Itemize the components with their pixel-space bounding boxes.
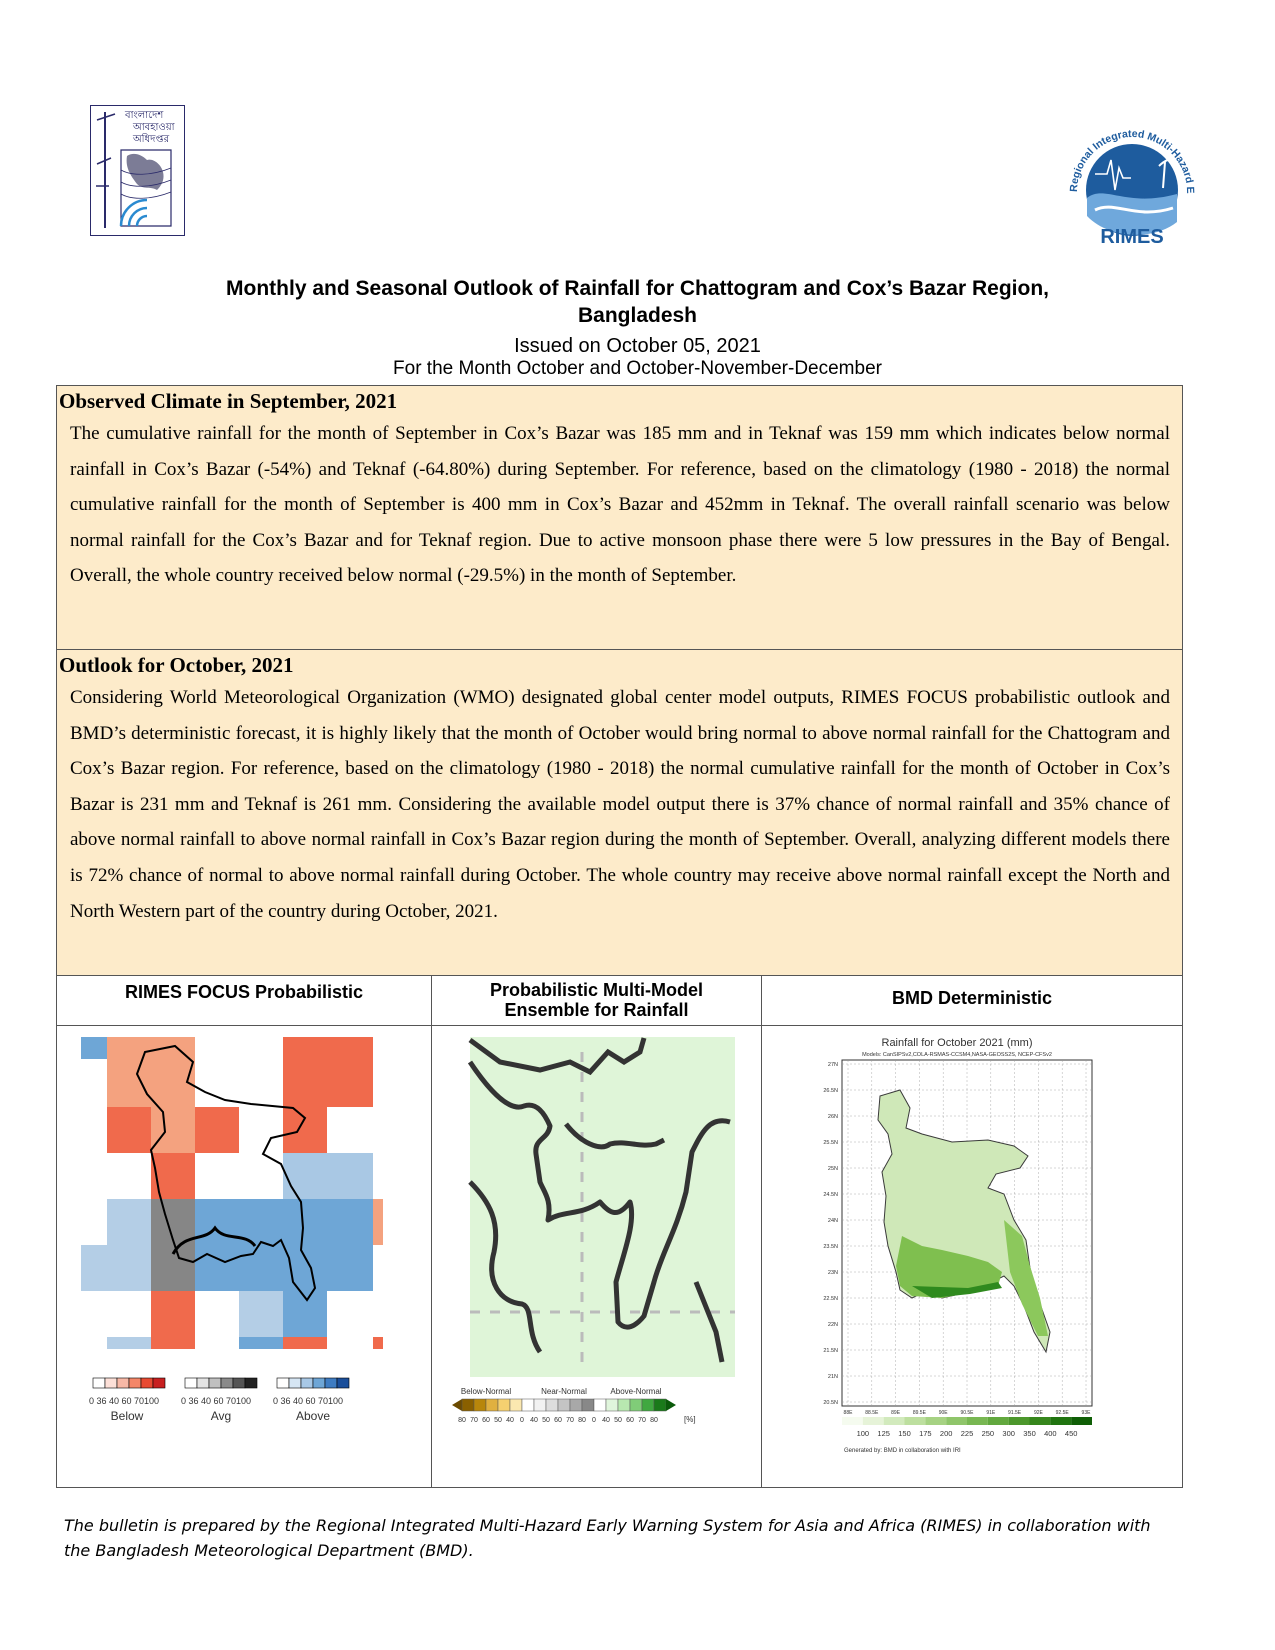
bmd-scale-label: 175 — [919, 1429, 932, 1438]
bmd-scale-swatch — [1009, 1417, 1030, 1425]
observed-heading: Observed Climate in September, 2021 — [59, 389, 398, 413]
bmd-logo — [90, 105, 185, 236]
bulletin-footnote: The bulletin is prepared by the Regional Integrated Multi-Hazard Early Warning System for Asia and Africa (RIMES) in collaboration with the Bangladesh Meteorological Department (BMD). — [64, 1516, 1151, 1560]
observed-text: The cumulative rainfall for the month of September in Cox’s Bazar was 185 mm and in Teknaf was 159 mm which indicates below normal rainfall in Cox’s Bazar (-54%) and Teknaf (-64.80%) during September. For reference, based on the climatology (1980 - 2018) the normal cumulative rainfall for the month of September is 400 mm in Cox’s Bazar and 452mm in Teknaf. The overall rainfall scenario was below normal rainfall for the Cox’s Bazar and for Teknaf region. Due to active monsoon phase there were 5 low pressures in the Bay of Bengal. Overall, the whole country received below normal (-29.5%) in the month of September. — [70, 423, 1170, 587]
bmd-scale-label: 350 — [1023, 1429, 1036, 1438]
bmd-scale-label: 250 — [981, 1429, 995, 1438]
bmd-lon-label: 92.5E — [1055, 1410, 1069, 1416]
mme-legend-tick: 60 — [554, 1417, 562, 1424]
bmd-scale-swatch — [925, 1417, 946, 1425]
mme-column-title — [432, 976, 761, 1026]
focus-grid-cells — [81, 1037, 383, 1349]
bmd-lat-label: 25N — [827, 1166, 838, 1172]
bmd-scale-swatch — [988, 1417, 1009, 1425]
bmd-scale-label: 150 — [898, 1429, 911, 1438]
rimes-name: RIMES — [1100, 226, 1164, 248]
bmd-lat-label: 24.5N — [823, 1192, 838, 1198]
bmd-logo-line2: আবহাওয়া — [133, 122, 175, 133]
mme-legend-tick: 40 — [602, 1417, 610, 1424]
bmd-lon-labels — [844, 1410, 1092, 1416]
bmd-lat-label: 20.5N — [823, 1400, 838, 1406]
bmd-deterministic-map — [792, 1036, 1142, 1476]
rimes-ring-text: Regional Integrated Multi-Hazard E — [1067, 127, 1197, 194]
mme-title-line-1: Probabilistic Multi-Model — [489, 980, 703, 1000]
bmd-map-models: Models: CanSIPSv2,COLA-RSMAS-CCSM4,NASA-GEOSS2S, NCEP-CFSv2 — [862, 1052, 1052, 1058]
bmd-column-title: BMD Deterministic — [762, 976, 1182, 1026]
bmd-lat-label: 21N — [827, 1374, 838, 1380]
bmd-lat-label: 23N — [827, 1270, 838, 1276]
bmd-lat-label: 22.5N — [823, 1296, 838, 1302]
bmd-scale-label: 400 — [1044, 1429, 1057, 1438]
focus-column-title: RIMES FOCUS Probabilistic — [57, 976, 431, 1026]
bmd-scale-swatch — [967, 1417, 988, 1425]
mme-legend-tick: 40 — [530, 1417, 538, 1424]
bmd-lon-label: 89E — [891, 1410, 901, 1416]
bmd-logo-line1: বাংলাদেশ — [125, 110, 164, 121]
bmd-column — [762, 976, 1182, 1487]
bmd-lat-label: 21.5N — [823, 1348, 838, 1354]
forecast-period: For the Month October and October-November-December — [393, 358, 882, 379]
bmd-lon-label: 93E — [1081, 1410, 1091, 1416]
bmd-scale-label: 225 — [960, 1429, 974, 1438]
bmd-scale-label: 100 — [856, 1429, 870, 1438]
focus-legend-above: Above — [295, 1409, 331, 1423]
bmd-scale-swatch — [884, 1417, 905, 1425]
bmd-lon-label: 90E — [938, 1410, 948, 1416]
focus-legend-ticks-avg: 0 36 40 60 70100 — [181, 1396, 252, 1406]
issued-date: Issued on October 05, 2021 — [514, 335, 761, 357]
mme-title-line-2: Ensemble for Rainfall — [504, 1000, 689, 1020]
bmd-lat-label: 26N — [827, 1114, 838, 1120]
focus-legend-ticks-above: 0 36 40 60 70100 — [273, 1396, 344, 1406]
bmd-lat-label: 22N — [827, 1322, 838, 1328]
bmd-scale-swatch — [842, 1417, 863, 1425]
outlook-text: Considering World Meteorological Organization (WMO) designated global center model outputs, RIMES FOCUS probabilistic outlook and BMD’s deterministic forecast, it is highly likely that the month of October would bring normal to above normal rainfall for the Chattogram and Cox’s Bazar region. For reference, based on the climatology (1980 - 2018) the normal cumulative rainfall for the month of October in Cox’s Bazar is 231 mm and Teknaf is 261 mm. Considering the available model output there is 37% chance of normal rainfall and 35% chance of above normal rainfall to above normal rainfall in Cox’s Bazar region during the month of September. Overall, analyzing different models there is 72% chance of normal to above normal rainfall during October. The whole country may receive above normal rainfall except the North and North Western part of the country during October, 2021. — [70, 687, 1170, 922]
focus-probabilistic-map — [75, 1032, 415, 1482]
outlook-section — [56, 649, 1183, 976]
mme-legend-tick: 0 — [520, 1417, 524, 1424]
mme-legend-tick: 60 — [626, 1417, 634, 1424]
bmd-lon-label: 88E — [843, 1410, 853, 1416]
rimes-logo-graphic — [1055, 112, 1210, 250]
bmd-lon-label: 88.5E — [865, 1410, 879, 1416]
bmd-scale-swatch — [1050, 1417, 1071, 1425]
bmd-lon-label: 91.5E — [1008, 1410, 1022, 1416]
bmd-scale-swatch — [863, 1417, 884, 1425]
bmd-lat-label: 27N — [827, 1062, 838, 1068]
mme-legend-tick: 70 — [638, 1417, 646, 1424]
mme-legend-tick: 50 — [614, 1417, 622, 1424]
bmd-scale-swatch — [1030, 1417, 1051, 1425]
bulletin-title — [60, 275, 1215, 329]
mme-legend-tick: 80 — [578, 1417, 586, 1424]
bmd-lat-label: 26.5N — [823, 1088, 838, 1094]
mme-legend-tick: 80 — [458, 1417, 466, 1424]
bmd-lon-label: 89.5E — [912, 1410, 926, 1416]
bmd-logo-graphic — [91, 106, 184, 235]
focus-legend — [89, 1378, 349, 1423]
mme-legend — [452, 1387, 696, 1424]
mme-legend-tick: 50 — [542, 1417, 550, 1424]
title-line-1: Monthly and Seasonal Outlook of Rainfall for Chattogram and Cox’s Bazar Region, — [226, 277, 1049, 300]
mme-legend-unit: [%] — [684, 1415, 696, 1424]
focus-column — [57, 976, 432, 1487]
focus-legend-avg: Avg — [210, 1409, 232, 1423]
focus-legend-below: Below — [110, 1409, 144, 1423]
focus-legend-ticks-below: 0 36 40 60 70100 — [89, 1396, 160, 1406]
bmd-lat-label: 25.5N — [823, 1140, 838, 1146]
bmd-logo-line3: অধিদপ্তর — [133, 134, 170, 145]
bmd-map-credit: Generated by: BMD in collaboration with IRI — [844, 1448, 961, 1454]
mme-legend-below-normal: Below-Normal — [460, 1387, 512, 1396]
bmd-lon-label: 92E — [1033, 1410, 1043, 1416]
bmd-scale-swatch — [1071, 1417, 1092, 1425]
bmd-map-title: Rainfall for October 2021 (mm) — [881, 1037, 1033, 1049]
bmd-lat-labels — [823, 1062, 838, 1406]
mme-legend-tick: 0 — [592, 1417, 596, 1424]
outlook-heading: Outlook for October, 2021 — [59, 653, 294, 677]
bmd-scale-label: 200 — [939, 1429, 953, 1438]
bmd-lon-label: 91E — [986, 1410, 996, 1416]
mme-legend-tick: 80 — [650, 1417, 658, 1424]
bmd-scale-swatch — [946, 1417, 967, 1425]
mme-legend-tick: 40 — [506, 1417, 514, 1424]
mme-legend-tick: 50 — [494, 1417, 502, 1424]
bmd-lat-label: 24N — [827, 1218, 838, 1224]
bmd-scale-label: 450 — [1064, 1429, 1078, 1438]
bmd-scale-label: 125 — [877, 1429, 890, 1438]
mme-legend-ticks — [458, 1417, 658, 1424]
bmd-color-scale — [842, 1417, 1092, 1438]
observed-climate-section — [56, 385, 1183, 650]
mme-legend-tick: 70 — [566, 1417, 574, 1424]
bmd-lon-label: 90.5E — [960, 1410, 974, 1416]
mme-probabilistic-map — [440, 1032, 755, 1482]
mme-column — [432, 976, 762, 1487]
mme-legend-tick: 60 — [482, 1417, 490, 1424]
rimes-logo — [1055, 112, 1210, 250]
mme-legend-above-normal: Above-Normal — [610, 1387, 662, 1396]
bmd-lat-label: 23.5N — [823, 1244, 838, 1250]
title-line-2: Bangladesh — [577, 304, 698, 327]
bmd-scale-swatch — [905, 1417, 926, 1425]
forecast-maps-table — [56, 975, 1183, 1488]
mme-legend-tick: 70 — [470, 1417, 478, 1424]
bmd-scale-label: 300 — [1002, 1429, 1015, 1438]
mme-legend-near-normal: Near-Normal — [541, 1387, 587, 1396]
